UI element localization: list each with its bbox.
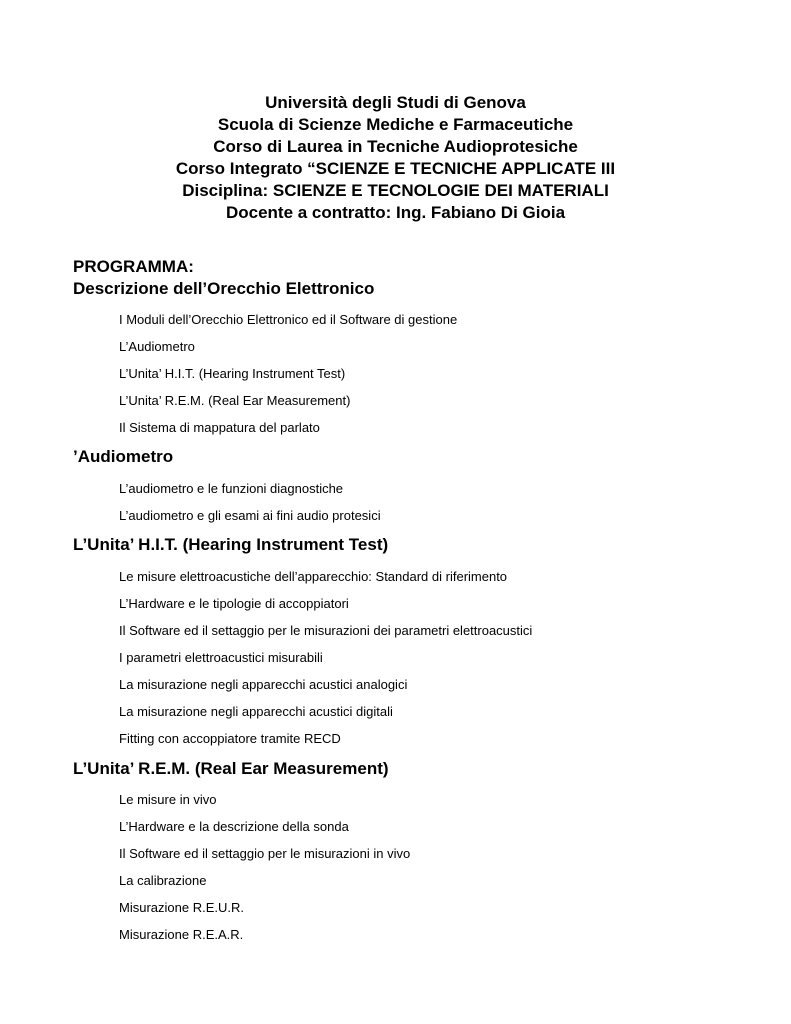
section-title: Descrizione dell’Orecchio Elettronico (73, 279, 375, 298)
list-item: L’audiometro e gli esami ai fini audio protesici (119, 508, 381, 523)
list-item: L’Unita’ H.I.T. (Hearing Instrument Test) (119, 366, 346, 381)
list-item: La misurazione negli apparecchi acustici digitali (119, 704, 393, 719)
integrated-course: Corso Integrato “SCIENZE E TECNICHE APPLICATE III (175, 159, 616, 178)
lecturer: Docente a contratto: Ing. Fabiano Di Gioia (225, 203, 566, 222)
section-title: ’Audiometro (73, 447, 174, 466)
program-label: PROGRAMMA: (73, 257, 194, 276)
list-item: L’Hardware e le tipologie di accoppiatori (119, 596, 349, 611)
list-item: I Moduli dell’Orecchio Elettronico ed il Software di gestione (119, 312, 458, 327)
section-title: L’Unita’ R.E.M. (Real Ear Measurement) (73, 759, 389, 778)
list-item: Il Sistema di mappatura del parlato (119, 420, 320, 435)
list-item: L’audiometro e le funzioni diagnostiche (119, 481, 344, 496)
list-item: Le misure elettroacustiche dell’apparecchio: Standard di riferimento (119, 569, 508, 584)
list-item: Il Software ed il settaggio per le misurazioni dei parametri elettroacustici (119, 623, 533, 638)
degree-course: Corso di Laurea in Tecniche Audioprotesiche (213, 137, 578, 156)
list-item: La misurazione negli apparecchi acustici analogici (119, 677, 408, 692)
discipline: Disciplina: SCIENZE E TECNOLOGIE DEI MATERIALI (182, 181, 609, 200)
list-item: L’Audiometro (119, 339, 195, 354)
list-item: La calibrazione (119, 873, 207, 888)
list-item: Misurazione R.E.A.R. (119, 927, 244, 942)
university-name: Università degli Studi di Genova (265, 93, 526, 112)
list-item: L’Unita’ R.E.M. (Real Ear Measurement) (119, 393, 351, 408)
list-item: Le misure in vivo (119, 792, 217, 807)
list-item: Misurazione R.E.U.R. (119, 900, 244, 915)
section-title: L’Unita’ H.I.T. (Hearing Instrument Test) (73, 535, 389, 554)
list-item: Fitting con accoppiatore tramite RECD (119, 731, 341, 746)
school-name: Scuola di Scienze Mediche e Farmaceutiche (217, 115, 574, 134)
list-item: L’Hardware e la descrizione della sonda (119, 819, 349, 834)
list-item: Il Software ed il settaggio per le misurazioni in vivo (119, 846, 411, 861)
list-item: I parametri elettroacustici misurabili (119, 650, 323, 665)
